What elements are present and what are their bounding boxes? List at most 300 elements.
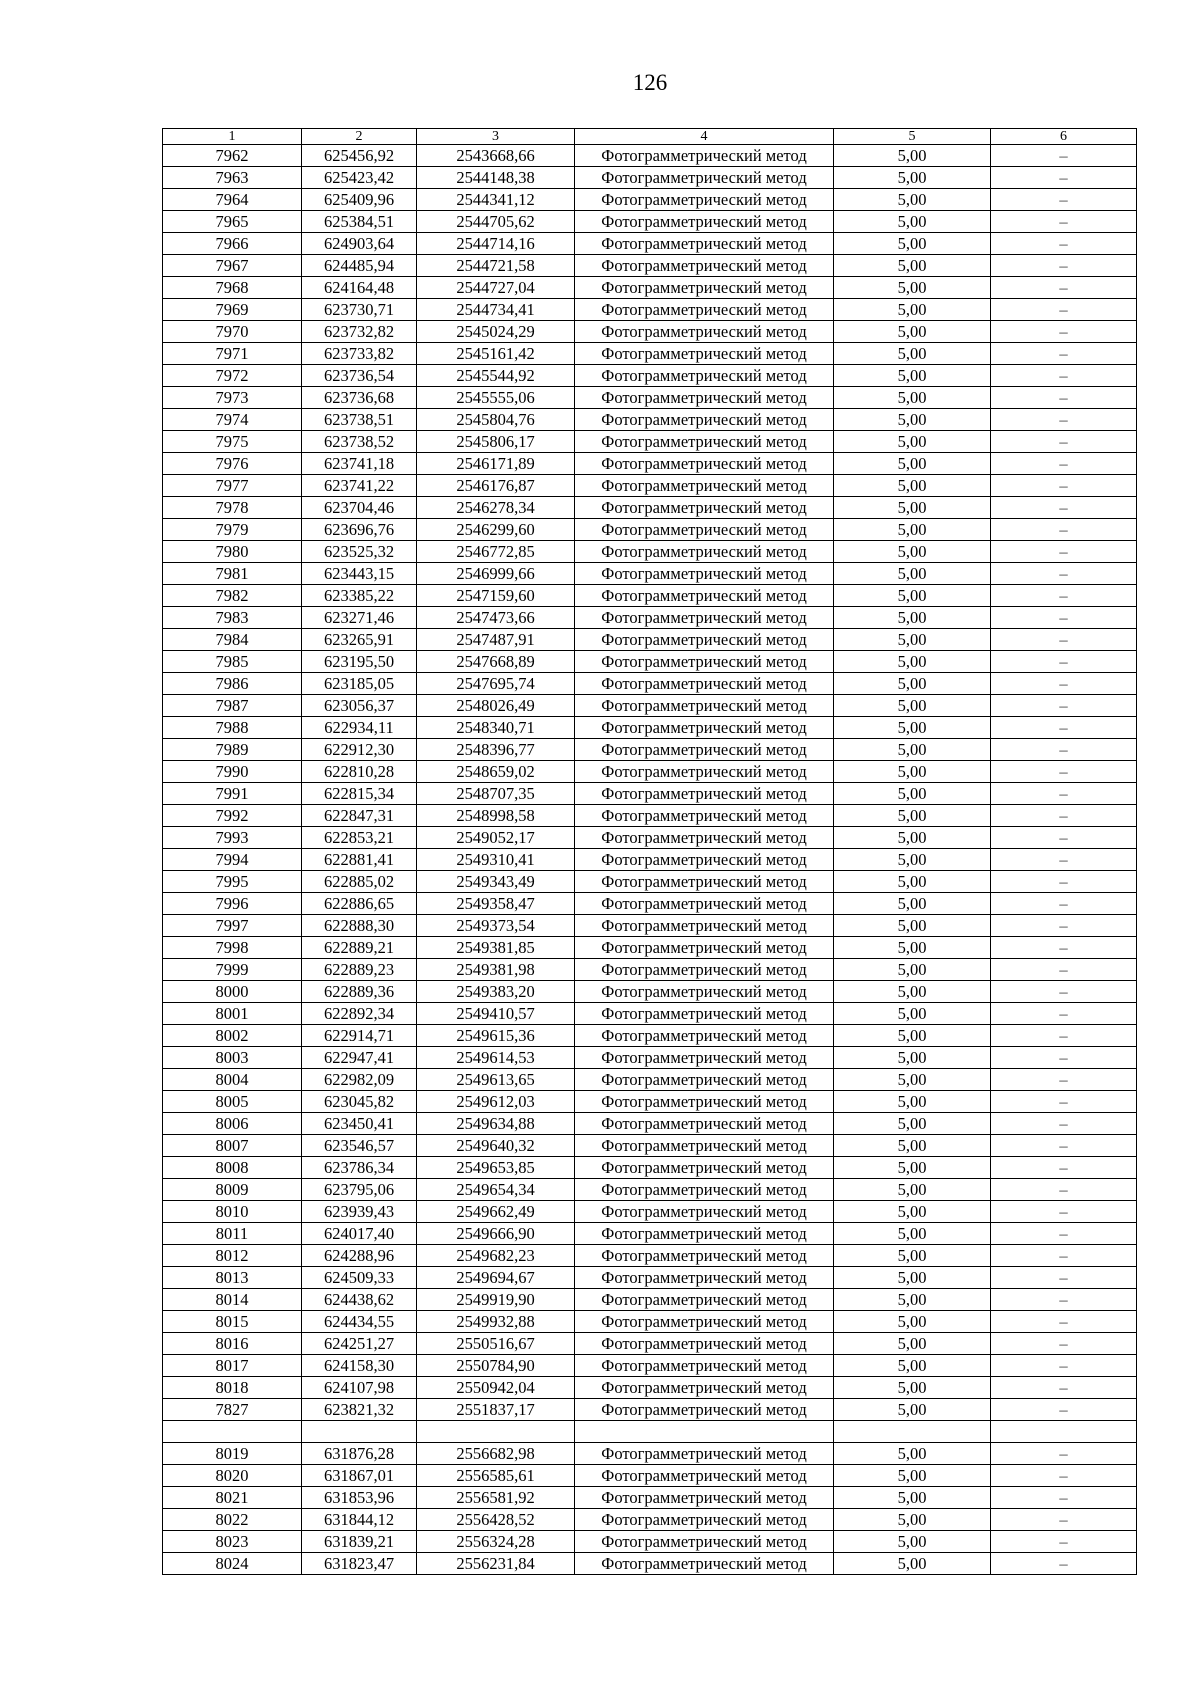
point-number-cell: 7980	[163, 541, 302, 563]
note-cell: –	[991, 805, 1137, 827]
note-cell: –	[991, 1047, 1137, 1069]
method-cell: Фотограмметрический метод	[575, 761, 834, 783]
x-coordinate-cell: 623821,32	[302, 1399, 417, 1421]
accuracy-cell: 5,00	[834, 629, 991, 651]
method-cell: Фотограмметрический метод	[575, 1443, 834, 1465]
point-number-cell: 7968	[163, 277, 302, 299]
point-number-cell: 8020	[163, 1465, 302, 1487]
accuracy-cell: 5,00	[834, 739, 991, 761]
method-cell: Фотограмметрический метод	[575, 519, 834, 541]
method-cell: Фотограмметрический метод	[575, 739, 834, 761]
x-coordinate-cell: 623730,71	[302, 299, 417, 321]
x-coordinate-cell: 623704,46	[302, 497, 417, 519]
point-number-cell: 7964	[163, 189, 302, 211]
note-cell: –	[991, 1289, 1137, 1311]
point-number-cell	[163, 1421, 302, 1443]
x-coordinate-cell: 624251,27	[302, 1333, 417, 1355]
accuracy-cell: 5,00	[834, 475, 991, 497]
table-row	[163, 1311, 1137, 1333]
note-cell: –	[991, 1553, 1137, 1575]
method-cell: Фотограмметрический метод	[575, 1487, 834, 1509]
x-coordinate-cell: 624107,98	[302, 1377, 417, 1399]
table-row	[163, 915, 1137, 937]
accuracy-cell: 5,00	[834, 1201, 991, 1223]
x-coordinate-cell: 622853,21	[302, 827, 417, 849]
accuracy-cell: 5,00	[834, 1003, 991, 1025]
method-cell: Фотограмметрический метод	[575, 1531, 834, 1553]
point-number-cell: 8010	[163, 1201, 302, 1223]
column-header-6: 6	[991, 129, 1137, 145]
table-row	[163, 673, 1137, 695]
y-coordinate-cell: 2556585,61	[417, 1465, 575, 1487]
table-row	[163, 1157, 1137, 1179]
y-coordinate-cell: 2545544,92	[417, 365, 575, 387]
method-cell: Фотограмметрический метод	[575, 277, 834, 299]
note-cell: –	[991, 827, 1137, 849]
accuracy-cell: 5,00	[834, 255, 991, 277]
note-cell: –	[991, 607, 1137, 629]
method-cell: Фотограмметрический метод	[575, 1091, 834, 1113]
method-cell: Фотограмметрический метод	[575, 1157, 834, 1179]
accuracy-cell: 5,00	[834, 409, 991, 431]
accuracy-cell: 5,00	[834, 365, 991, 387]
point-number-cell: 7970	[163, 321, 302, 343]
y-coordinate-cell: 2544705,62	[417, 211, 575, 233]
note-cell: –	[991, 717, 1137, 739]
note-cell: –	[991, 167, 1137, 189]
accuracy-cell: 5,00	[834, 387, 991, 409]
accuracy-cell: 5,00	[834, 1443, 991, 1465]
table-row	[163, 453, 1137, 475]
method-cell: Фотограмметрический метод	[575, 827, 834, 849]
x-coordinate-cell: 623795,06	[302, 1179, 417, 1201]
note-cell: –	[991, 1179, 1137, 1201]
accuracy-cell: 5,00	[834, 1377, 991, 1399]
y-coordinate-cell: 2545806,17	[417, 431, 575, 453]
method-cell: Фотограмметрический метод	[575, 343, 834, 365]
point-number-cell: 7976	[163, 453, 302, 475]
point-number-cell: 7988	[163, 717, 302, 739]
y-coordinate-cell: 2550784,90	[417, 1355, 575, 1377]
method-cell: Фотограмметрический метод	[575, 409, 834, 431]
method-cell: Фотограмметрический метод	[575, 673, 834, 695]
point-number-cell: 8003	[163, 1047, 302, 1069]
x-coordinate-cell: 625409,96	[302, 189, 417, 211]
table-row	[163, 1421, 1137, 1443]
method-cell: Фотограмметрический метод	[575, 1245, 834, 1267]
accuracy-cell: 5,00	[834, 1487, 991, 1509]
table-row	[163, 1179, 1137, 1201]
y-coordinate-cell: 2548340,71	[417, 717, 575, 739]
column-header-2: 2	[302, 129, 417, 145]
x-coordinate-cell: 623045,82	[302, 1091, 417, 1113]
x-coordinate-cell: 624903,64	[302, 233, 417, 255]
method-cell: Фотограмметрический метод	[575, 1399, 834, 1421]
method-cell: Фотограмметрический метод	[575, 1047, 834, 1069]
accuracy-cell: 5,00	[834, 1311, 991, 1333]
method-cell: Фотограмметрический метод	[575, 717, 834, 739]
note-cell: –	[991, 585, 1137, 607]
note-cell: –	[991, 959, 1137, 981]
table-row	[163, 1487, 1137, 1509]
y-coordinate-cell: 2544714,16	[417, 233, 575, 255]
note-cell: –	[991, 915, 1137, 937]
note-cell: –	[991, 1531, 1137, 1553]
point-number-cell: 8008	[163, 1157, 302, 1179]
table-row	[163, 541, 1137, 563]
y-coordinate-cell: 2549694,67	[417, 1267, 575, 1289]
table-row	[163, 145, 1137, 167]
accuracy-cell: 5,00	[834, 563, 991, 585]
column-header-4: 4	[575, 129, 834, 145]
y-coordinate-cell: 2549343,49	[417, 871, 575, 893]
point-number-cell: 8019	[163, 1443, 302, 1465]
table-row	[163, 1003, 1137, 1025]
y-coordinate-cell: 2546299,60	[417, 519, 575, 541]
note-cell: –	[991, 145, 1137, 167]
point-number-cell: 7969	[163, 299, 302, 321]
note-cell: –	[991, 783, 1137, 805]
x-coordinate-cell: 625423,42	[302, 167, 417, 189]
accuracy-cell: 5,00	[834, 981, 991, 1003]
note-cell: –	[991, 387, 1137, 409]
x-coordinate-cell: 622886,65	[302, 893, 417, 915]
y-coordinate-cell: 2549653,85	[417, 1157, 575, 1179]
method-cell: Фотограмметрический метод	[575, 563, 834, 585]
y-coordinate-cell	[417, 1421, 575, 1443]
point-number-cell: 8004	[163, 1069, 302, 1091]
point-number-cell: 8002	[163, 1025, 302, 1047]
point-number-cell: 7982	[163, 585, 302, 607]
x-coordinate-cell: 622881,41	[302, 849, 417, 871]
method-cell: Фотограмметрический метод	[575, 453, 834, 475]
x-coordinate-cell: 631867,01	[302, 1465, 417, 1487]
accuracy-cell: 5,00	[834, 1531, 991, 1553]
method-cell: Фотограмметрический метод	[575, 981, 834, 1003]
y-coordinate-cell: 2549640,32	[417, 1135, 575, 1157]
point-number-cell: 7985	[163, 651, 302, 673]
method-cell: Фотограмметрический метод	[575, 321, 834, 343]
column-header-3: 3	[417, 129, 575, 145]
table-row	[163, 1245, 1137, 1267]
table-row	[163, 695, 1137, 717]
x-coordinate-cell: 623733,82	[302, 343, 417, 365]
x-coordinate-cell: 631823,47	[302, 1553, 417, 1575]
y-coordinate-cell: 2549373,54	[417, 915, 575, 937]
x-coordinate-cell: 623736,54	[302, 365, 417, 387]
method-cell: Фотограмметрический метод	[575, 1223, 834, 1245]
table-row	[163, 365, 1137, 387]
note-cell: –	[991, 1025, 1137, 1047]
y-coordinate-cell: 2549410,57	[417, 1003, 575, 1025]
accuracy-cell: 5,00	[834, 189, 991, 211]
accuracy-cell: 5,00	[834, 761, 991, 783]
method-cell: Фотограмметрический метод	[575, 695, 834, 717]
y-coordinate-cell: 2543668,66	[417, 145, 575, 167]
point-number-cell: 7984	[163, 629, 302, 651]
x-coordinate-cell: 622810,28	[302, 761, 417, 783]
y-coordinate-cell: 2556428,52	[417, 1509, 575, 1531]
table-row	[163, 1531, 1137, 1553]
note-cell: –	[991, 629, 1137, 651]
point-number-cell: 7990	[163, 761, 302, 783]
note-cell: –	[991, 1443, 1137, 1465]
accuracy-cell: 5,00	[834, 695, 991, 717]
accuracy-cell: 5,00	[834, 321, 991, 343]
accuracy-cell: 5,00	[834, 1069, 991, 1091]
y-coordinate-cell: 2556581,92	[417, 1487, 575, 1509]
note-cell: –	[991, 1487, 1137, 1509]
table-row	[163, 343, 1137, 365]
table-row	[163, 497, 1137, 519]
accuracy-cell: 5,00	[834, 431, 991, 453]
point-number-cell: 8015	[163, 1311, 302, 1333]
point-number-cell: 8021	[163, 1487, 302, 1509]
method-cell: Фотограмметрический метод	[575, 1355, 834, 1377]
method-cell: Фотограмметрический метод	[575, 1465, 834, 1487]
table-row	[163, 871, 1137, 893]
method-cell: Фотограмметрический метод	[575, 1003, 834, 1025]
table-row	[163, 255, 1137, 277]
x-coordinate-cell: 623056,37	[302, 695, 417, 717]
accuracy-cell: 5,00	[834, 805, 991, 827]
accuracy-cell: 5,00	[834, 937, 991, 959]
note-cell: –	[991, 673, 1137, 695]
table-row	[163, 937, 1137, 959]
x-coordinate-cell: 622888,30	[302, 915, 417, 937]
accuracy-cell: 5,00	[834, 1223, 991, 1245]
note-cell	[991, 1421, 1137, 1443]
method-cell: Фотограмметрический метод	[575, 629, 834, 651]
method-cell: Фотограмметрический метод	[575, 387, 834, 409]
x-coordinate-cell: 625384,51	[302, 211, 417, 233]
x-coordinate-cell: 622815,34	[302, 783, 417, 805]
table-body	[163, 145, 1137, 1575]
point-number-cell: 8024	[163, 1553, 302, 1575]
accuracy-cell: 5,00	[834, 1465, 991, 1487]
x-coordinate-cell: 623265,91	[302, 629, 417, 651]
note-cell: –	[991, 1509, 1137, 1531]
method-cell: Фотограмметрический метод	[575, 959, 834, 981]
y-coordinate-cell: 2544734,41	[417, 299, 575, 321]
x-coordinate-cell: 622912,30	[302, 739, 417, 761]
table-row	[163, 519, 1137, 541]
method-cell: Фотограмметрический метод	[575, 915, 834, 937]
y-coordinate-cell: 2546278,34	[417, 497, 575, 519]
point-number-cell: 7973	[163, 387, 302, 409]
note-cell: –	[991, 299, 1137, 321]
note-cell: –	[991, 1377, 1137, 1399]
note-cell: –	[991, 1465, 1137, 1487]
y-coordinate-cell: 2549615,36	[417, 1025, 575, 1047]
table-row	[163, 387, 1137, 409]
table-row	[163, 893, 1137, 915]
y-coordinate-cell: 2548659,02	[417, 761, 575, 783]
y-coordinate-cell: 2549613,65	[417, 1069, 575, 1091]
point-number-cell: 7994	[163, 849, 302, 871]
point-number-cell: 8022	[163, 1509, 302, 1531]
table-row	[163, 1069, 1137, 1091]
x-coordinate-cell: 624434,55	[302, 1311, 417, 1333]
x-coordinate-cell: 623696,76	[302, 519, 417, 541]
x-coordinate-cell: 623185,05	[302, 673, 417, 695]
accuracy-cell: 5,00	[834, 1157, 991, 1179]
table-row	[163, 1091, 1137, 1113]
y-coordinate-cell: 2547487,91	[417, 629, 575, 651]
y-coordinate-cell: 2547668,89	[417, 651, 575, 673]
note-cell: –	[991, 189, 1137, 211]
method-cell: Фотограмметрический метод	[575, 1069, 834, 1091]
y-coordinate-cell: 2549310,41	[417, 849, 575, 871]
x-coordinate-cell	[302, 1421, 417, 1443]
x-coordinate-cell: 624438,62	[302, 1289, 417, 1311]
table-row	[163, 563, 1137, 585]
point-number-cell: 7992	[163, 805, 302, 827]
point-number-cell: 7971	[163, 343, 302, 365]
table-row	[163, 1509, 1137, 1531]
note-cell: –	[991, 1069, 1137, 1091]
x-coordinate-cell: 622889,36	[302, 981, 417, 1003]
note-cell: –	[991, 497, 1137, 519]
method-cell: Фотограмметрический метод	[575, 365, 834, 387]
table-row	[163, 233, 1137, 255]
method-cell: Фотограмметрический метод	[575, 1311, 834, 1333]
x-coordinate-cell: 623741,18	[302, 453, 417, 475]
y-coordinate-cell: 2545804,76	[417, 409, 575, 431]
note-cell: –	[991, 365, 1137, 387]
table-row	[163, 1113, 1137, 1135]
y-coordinate-cell: 2547473,66	[417, 607, 575, 629]
y-coordinate-cell: 2549612,03	[417, 1091, 575, 1113]
y-coordinate-cell: 2548998,58	[417, 805, 575, 827]
note-cell: –	[991, 1201, 1137, 1223]
coordinates-table	[162, 128, 1137, 1575]
method-cell: Фотограмметрический метод	[575, 1289, 834, 1311]
method-cell: Фотограмметрический метод	[575, 475, 834, 497]
note-cell: –	[991, 1091, 1137, 1113]
accuracy-cell: 5,00	[834, 1047, 991, 1069]
point-number-cell: 7965	[163, 211, 302, 233]
x-coordinate-cell: 631839,21	[302, 1531, 417, 1553]
point-number-cell: 7977	[163, 475, 302, 497]
method-cell: Фотограмметрический метод	[575, 1025, 834, 1047]
point-number-cell: 7989	[163, 739, 302, 761]
point-number-cell: 7967	[163, 255, 302, 277]
y-coordinate-cell: 2549358,47	[417, 893, 575, 915]
accuracy-cell: 5,00	[834, 607, 991, 629]
point-number-cell: 7974	[163, 409, 302, 431]
method-cell: Фотограмметрический метод	[575, 541, 834, 563]
accuracy-cell: 5,00	[834, 585, 991, 607]
accuracy-cell: 5,00	[834, 453, 991, 475]
note-cell: –	[991, 849, 1137, 871]
method-cell: Фотограмметрический метод	[575, 255, 834, 277]
point-number-cell: 8006	[163, 1113, 302, 1135]
point-number-cell: 7998	[163, 937, 302, 959]
x-coordinate-cell: 623546,57	[302, 1135, 417, 1157]
x-coordinate-cell: 623450,41	[302, 1113, 417, 1135]
x-coordinate-cell: 622982,09	[302, 1069, 417, 1091]
table-row	[163, 739, 1137, 761]
table-row	[163, 277, 1137, 299]
accuracy-cell: 5,00	[834, 1245, 991, 1267]
point-number-cell: 7983	[163, 607, 302, 629]
table-row	[163, 431, 1137, 453]
y-coordinate-cell: 2549919,90	[417, 1289, 575, 1311]
table-row	[163, 409, 1137, 431]
note-cell: –	[991, 233, 1137, 255]
y-coordinate-cell: 2549614,53	[417, 1047, 575, 1069]
accuracy-cell: 5,00	[834, 233, 991, 255]
note-cell: –	[991, 343, 1137, 365]
point-number-cell: 7993	[163, 827, 302, 849]
accuracy-cell: 5,00	[834, 1355, 991, 1377]
table-row	[163, 1443, 1137, 1465]
accuracy-cell: 5,00	[834, 893, 991, 915]
y-coordinate-cell: 2549666,90	[417, 1223, 575, 1245]
table-row	[163, 1377, 1137, 1399]
accuracy-cell: 5,00	[834, 1553, 991, 1575]
point-number-cell: 8017	[163, 1355, 302, 1377]
note-cell: –	[991, 519, 1137, 541]
table-row	[163, 1355, 1137, 1377]
x-coordinate-cell: 624288,96	[302, 1245, 417, 1267]
point-number-cell: 7999	[163, 959, 302, 981]
y-coordinate-cell: 2548707,35	[417, 783, 575, 805]
table-row	[163, 1135, 1137, 1157]
method-cell: Фотограмметрический метод	[575, 189, 834, 211]
x-coordinate-cell: 622934,11	[302, 717, 417, 739]
accuracy-cell: 5,00	[834, 277, 991, 299]
y-coordinate-cell: 2544721,58	[417, 255, 575, 277]
point-number-cell: 8009	[163, 1179, 302, 1201]
method-cell: Фотограмметрический метод	[575, 1267, 834, 1289]
table-row	[163, 805, 1137, 827]
y-coordinate-cell: 2544341,12	[417, 189, 575, 211]
accuracy-cell: 5,00	[834, 1179, 991, 1201]
accuracy-cell: 5,00	[834, 651, 991, 673]
method-cell: Фотограмметрический метод	[575, 1135, 834, 1157]
method-cell: Фотограмметрический метод	[575, 783, 834, 805]
point-number-cell: 7978	[163, 497, 302, 519]
y-coordinate-cell: 2546999,66	[417, 563, 575, 585]
x-coordinate-cell: 631876,28	[302, 1443, 417, 1465]
method-cell: Фотограмметрический метод	[575, 211, 834, 233]
x-coordinate-cell: 623443,15	[302, 563, 417, 585]
method-cell	[575, 1421, 834, 1443]
x-coordinate-cell: 622892,34	[302, 1003, 417, 1025]
column-header-1: 1	[163, 129, 302, 145]
point-number-cell: 7962	[163, 145, 302, 167]
table-row	[163, 1223, 1137, 1245]
y-coordinate-cell: 2547695,74	[417, 673, 575, 695]
y-coordinate-cell: 2544727,04	[417, 277, 575, 299]
y-coordinate-cell: 2545555,06	[417, 387, 575, 409]
y-coordinate-cell: 2545161,42	[417, 343, 575, 365]
table-row	[163, 1465, 1137, 1487]
point-number-cell: 7986	[163, 673, 302, 695]
y-coordinate-cell: 2548026,49	[417, 695, 575, 717]
point-number-cell: 7972	[163, 365, 302, 387]
y-coordinate-cell: 2546171,89	[417, 453, 575, 475]
point-number-cell: 7991	[163, 783, 302, 805]
method-cell: Фотограмметрический метод	[575, 1333, 834, 1355]
point-number-cell: 8014	[163, 1289, 302, 1311]
y-coordinate-cell: 2549654,34	[417, 1179, 575, 1201]
y-coordinate-cell: 2544148,38	[417, 167, 575, 189]
point-number-cell: 8016	[163, 1333, 302, 1355]
note-cell: –	[991, 1245, 1137, 1267]
